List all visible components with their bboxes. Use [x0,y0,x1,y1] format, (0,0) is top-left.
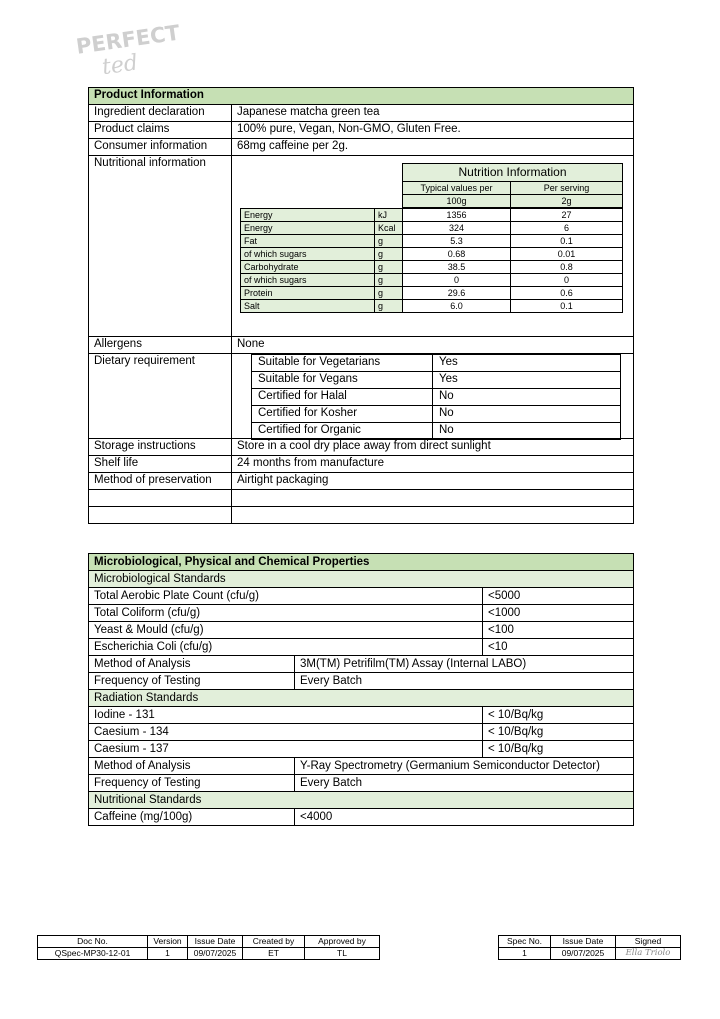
row-value: <1000 [483,605,634,622]
nutrition-row [241,287,623,300]
table-row [89,337,634,354]
nutrient-per100: 0.68 [403,248,511,261]
dietary-value: Yes [433,372,621,389]
nutrient-serving: 0.1 [511,235,623,248]
table-row [89,456,634,473]
table-row [89,673,634,690]
dietary-row [252,406,621,423]
signature: Ella Triolo [616,948,681,960]
footer-header: Approved by [305,936,380,948]
dietary-label: Certified for Halal [252,389,433,406]
dietary-row [252,389,621,406]
table-row [89,656,634,673]
row-label: Caesium - 134 [89,724,483,741]
perfect-ted-logo [74,20,182,81]
subsection-title: Microbiological Standards [89,571,634,588]
product-information-table [88,87,634,524]
nutrition-row [241,235,623,248]
row-value: 68mg caffeine per 2g. [232,139,634,156]
row-value: < 10/Bq/kg [483,707,634,724]
row-value: Y-Ray Spectrometry (Germanium Semiconductor Detector) [295,758,634,775]
row-label: Total Aerobic Plate Count (cfu/g) [89,588,483,605]
table-row [89,741,634,758]
dietary-cell [232,354,634,439]
subsection-title: Nutritional Standards [89,792,634,809]
nutrition-row [241,248,623,261]
nutrition-values-table [240,208,623,313]
row-label: Frequency of Testing [89,775,295,792]
footer-value: QSpec-MP30-12-01 [38,948,148,960]
row-label: Iodine - 131 [89,707,483,724]
row-value: None [232,337,634,354]
nutrient-name: Energy [241,209,375,222]
row-label: Method of preservation [89,473,232,490]
nutrient-serving: 6 [511,222,623,235]
row-label: Consumer information [89,139,232,156]
nutrient-unit: g [375,248,403,261]
nutrient-per100: 1356 [403,209,511,222]
row-value: < 10/Bq/kg [483,724,634,741]
nutrient-unit: g [375,235,403,248]
table-row [89,588,634,605]
subsection-title: Radiation Standards [89,690,634,707]
footer-value: 09/07/2025 [551,948,616,960]
nutrient-serving: 0.01 [511,248,623,261]
table-row [89,724,634,741]
document-control-table [37,935,380,960]
footer-value: ET [243,948,305,960]
row-label: Caffeine (mg/100g) [89,809,295,826]
table-row [89,122,634,139]
table-row [89,707,634,724]
row-value: <100 [483,622,634,639]
nutrient-name: of which sugars [241,248,375,261]
footer-header: Spec No. [499,936,551,948]
row-value: 100% pure, Vegan, Non-GMO, Gluten Free. [232,122,634,139]
table-row [89,354,634,439]
row-value: <5000 [483,588,634,605]
table-row [89,775,634,792]
footer-header: Issue Date [551,936,616,948]
nutrition-row [241,274,623,287]
nutrient-name: Salt [241,300,375,313]
table-row [89,639,634,656]
row-value: <10 [483,639,634,656]
nutrition-col2: Per serving [511,182,623,195]
nutrient-per100: 0 [403,274,511,287]
nutrient-serving: 0.6 [511,287,623,300]
nutrient-per100: 6.0 [403,300,511,313]
row-label: Total Coliform (cfu/g) [89,605,483,622]
nutrient-unit: Kcal [375,222,403,235]
row-label: Nutritional information [89,156,232,337]
nutrient-serving: 27 [511,209,623,222]
nutrient-name: Fat [241,235,375,248]
dietary-row [252,372,621,389]
dietary-label: Certified for Organic [252,423,433,440]
row-label: Product claims [89,122,232,139]
footer-value: 1 [499,948,551,960]
footer-header: Version [148,936,188,948]
nutrition-col2-unit: 2g [511,195,623,208]
dietary-value: No [433,389,621,406]
row-value: Airtight packaging [232,473,634,490]
nutrient-per100: 38.5 [403,261,511,274]
footer-header: Doc No. [38,936,148,948]
nutrition-row [241,222,623,235]
footer-header: Created by [243,936,305,948]
nutrition-row [241,209,623,222]
nutrient-serving: 0.8 [511,261,623,274]
nutrition-col1: Typical values per [403,182,511,195]
nutrient-unit: g [375,261,403,274]
nutrition-col1-unit: 100g [403,195,511,208]
table-row [89,758,634,775]
spec-control-table [498,935,681,960]
row-label: Frequency of Testing [89,673,295,690]
row-label: Method of Analysis [89,656,295,673]
nutrition-row [241,300,623,313]
nutrition-header-table [402,163,623,208]
nutrient-name: Protein [241,287,375,300]
nutrient-unit: kJ [375,209,403,222]
row-label: Storage instructions [89,439,232,456]
row-label: Shelf life [89,456,232,473]
table-row [89,439,634,456]
footer-header: Signed [616,936,681,948]
footer-header: Issue Date [188,936,243,948]
row-value: <4000 [295,809,634,826]
row-value: Store in a cool dry place away from direct sunlight [232,439,634,456]
nutrition-cell [232,156,634,337]
dietary-label: Certified for Kosher [252,406,433,423]
nutrition-row [241,261,623,274]
table-row [89,139,634,156]
table-row [89,473,634,490]
row-value: Japanese matcha green tea [232,105,634,122]
nutrient-unit: g [375,274,403,287]
nutrient-serving: 0.1 [511,300,623,313]
empty-row [89,507,634,524]
nutrient-serving: 0 [511,274,623,287]
row-value: < 10/Bq/kg [483,741,634,758]
row-label: Caesium - 137 [89,741,483,758]
nutrient-name: Energy [241,222,375,235]
nutrient-unit: g [375,287,403,300]
row-label: Escherichia Coli (cfu/g) [89,639,483,656]
table-row [89,622,634,639]
table-row [89,809,634,826]
dietary-value: Yes [433,355,621,372]
row-label: Method of Analysis [89,758,295,775]
nutrient-name: Carbohydrate [241,261,375,274]
nutrient-unit: g [375,300,403,313]
dietary-row [252,423,621,440]
nutrient-per100: 5.3 [403,235,511,248]
product-information-header [89,88,634,105]
dietary-table [251,354,621,440]
row-label: Ingredient declaration [89,105,232,122]
table-row [89,105,634,122]
logo-text-top: PERFECT [74,20,182,59]
row-value: Every Batch [295,673,634,690]
row-value: 24 months from manufacture [232,456,634,473]
dietary-label: Suitable for Vegetarians [252,355,433,372]
nutrient-per100: 29.6 [403,287,511,300]
footer-value: 1 [148,948,188,960]
dietary-value: No [433,406,621,423]
section-title: Product Information [89,88,634,105]
row-label: Dietary requirement [89,354,232,439]
row-label: Allergens [89,337,232,354]
microbiological-table [88,553,634,826]
dietary-label: Suitable for Vegans [252,372,433,389]
nutrient-per100: 324 [403,222,511,235]
row-label: Yeast & Mould (cfu/g) [89,622,483,639]
table-row [89,156,634,337]
dietary-value: No [433,423,621,440]
footer-value: 09/07/2025 [188,948,243,960]
footer-value: TL [305,948,380,960]
dietary-row [252,355,621,372]
row-value: 3M(TM) Petrifilm(TM) Assay (Internal LABO) [295,656,634,673]
logo-text-bottom: ted [100,50,140,81]
empty-row [89,490,634,507]
nutrition-title: Nutrition Information [403,164,623,182]
section-title: Microbiological, Physical and Chemical Properties [89,554,634,571]
nutrient-name: of which sugars [241,274,375,287]
table-row [89,605,634,622]
row-value: Every Batch [295,775,634,792]
